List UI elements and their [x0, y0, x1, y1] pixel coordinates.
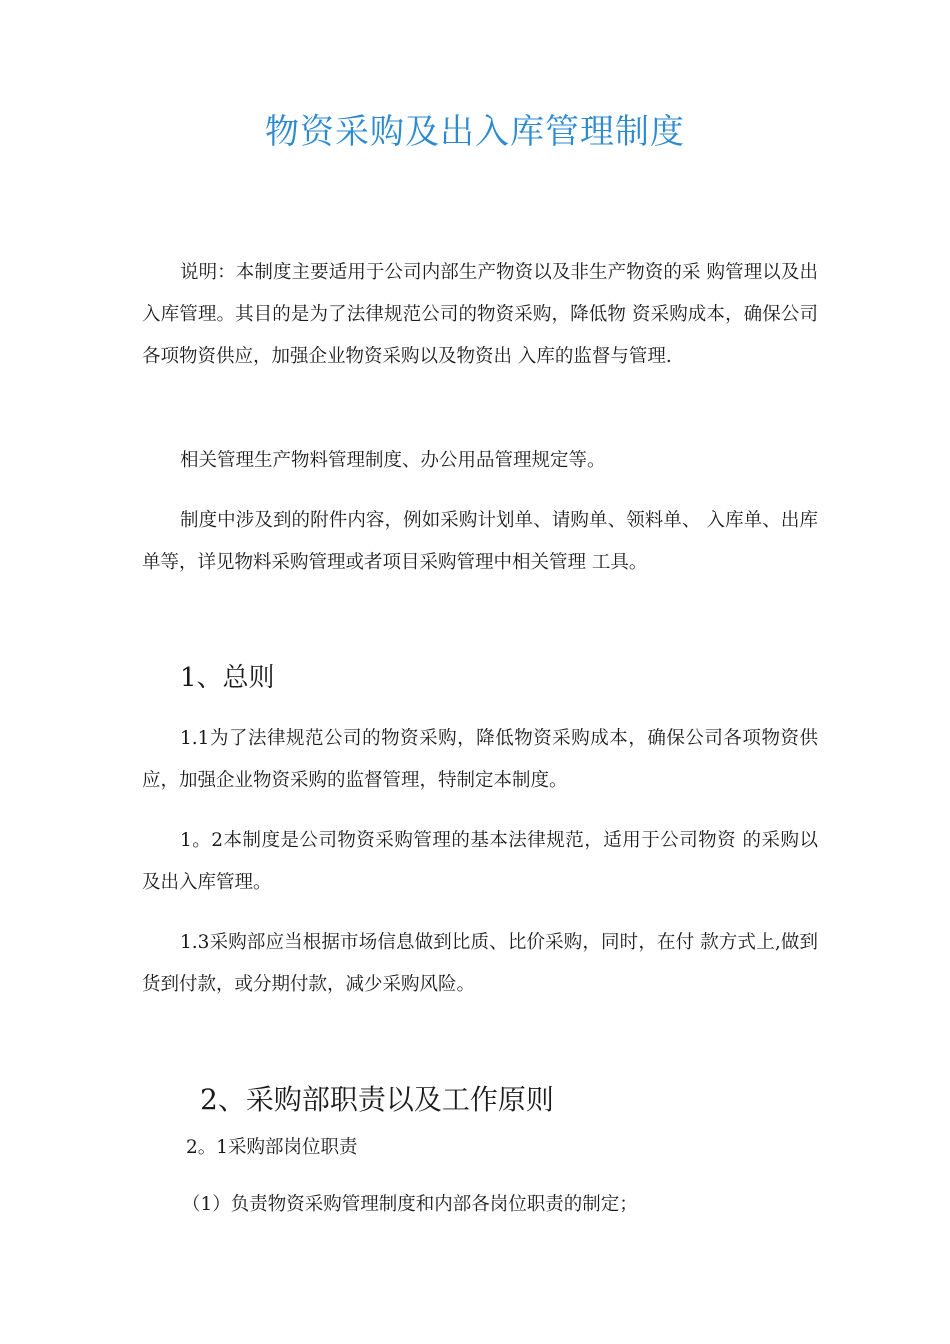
intro-description: 说明：本制度主要适用于公司内部生产物资以及非生产物资的采 购管理以及出入库管理。其目的是为了法律规范公司的物资采购，降低物 资采购成本，确保公司各项物资供应，加强企业物资采购以及物资出 入库的监督与管理. — [142, 262, 818, 367]
section1-heading: 1、总则 — [180, 663, 275, 693]
section1-item-1-3: 1.3采购部应当根据市场信息做到比质、比价采购，同时，在付 款方式上,做到货到付款，或分期付款，减少采购风险。 — [142, 932, 818, 995]
section2-heading: 2、采购部职责以及工作原则 — [200, 1083, 554, 1116]
intro-related: 相关管理生产物料管理制度、办公用品管理规定等。 — [180, 450, 606, 471]
section1-item-1-1: 1.1为了法律规范公司的物资采购，降低物资采购成本，确保公司各项物资供应，加强企业物资采购的监督管理，特制定本制度。 — [142, 728, 818, 791]
duty-item-1: （1）负责物资采购管理制度和内部各岗位职责的制定； — [182, 1194, 638, 1215]
section2-subheading: 2。1采购部岗位职责 — [186, 1137, 358, 1158]
document-title: 物资采购及出入库管理制度 — [265, 112, 685, 152]
intro-attachments: 制度中涉及到的附件内容，例如采购计划单、请购单、领料单、 入库单、出库单等，详见物料采购管理或者项目采购管理中相关管理 工具。 — [142, 510, 818, 573]
section1-item-1-2: 1。2本制度是公司物资采购管理的基本法律规范，适用于公司物资 的采购以及出入库管理。 — [142, 830, 818, 893]
